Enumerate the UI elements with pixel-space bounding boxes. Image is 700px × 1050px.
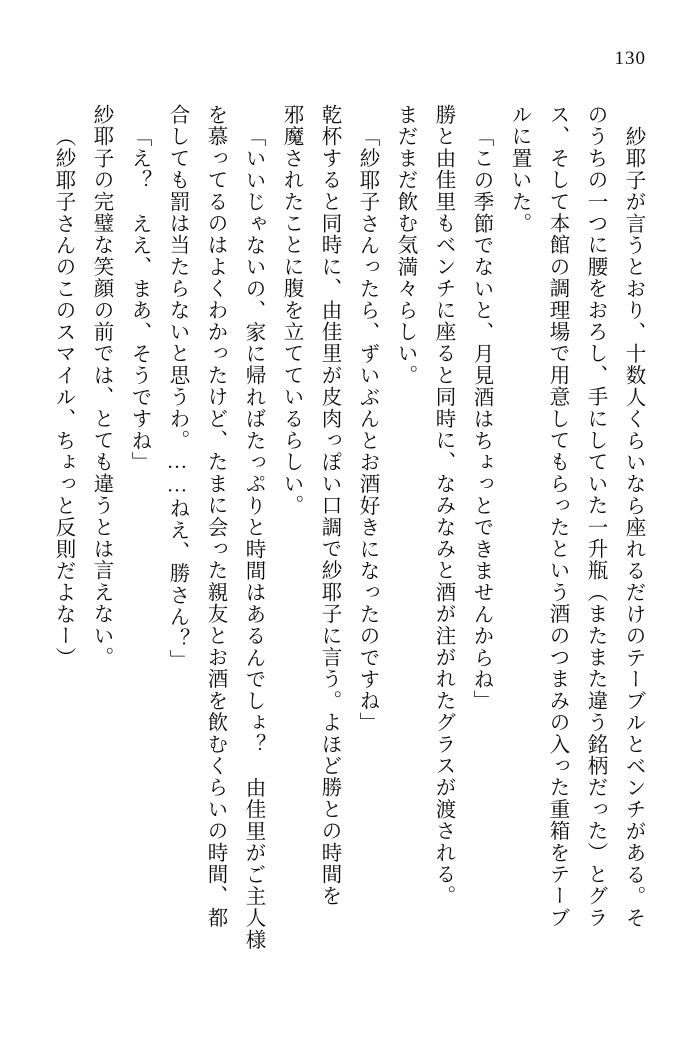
text-line: （紗耶子さんのこのスマイル、ちょっと反則だよなー） <box>52 126 74 669</box>
vertical-text-body <box>48 104 652 1020</box>
text-line: を慕ってるのはよくわかったけど、たまに会った親友とお酒を飲むくらいの時間、都 <box>204 104 226 929</box>
text-line: 乾杯すると同時に、由佳里が皮肉っぽい口調で紗耶子に言う。よほど勝との時間を <box>318 104 340 907</box>
text-line: 「紗耶子さんったら、ずいぶんとお酒好きになったのですね」 <box>356 126 378 734</box>
text-line: 「この季節でないと、月見酒はちょっとできませんからね」 <box>470 126 492 712</box>
text-line: ス、そして本館の調理場で用意してもらったという酒のつまみの入った重箱をテーブ <box>546 104 568 929</box>
text-line: 「いいじゃないの、家に帰ればたっぷりと時間はあるんでしょ？ 由佳里がご主人様 <box>242 126 264 951</box>
text-line: のうちの一つに腰をおろし、手にしていた一升瓶（またまた違う銘柄だった）とグラ <box>584 104 606 929</box>
text-line: まだまだ飲む気満々らしい。 <box>394 104 416 387</box>
text-line: 邪魔されたことに腹を立てているらしい。 <box>280 104 302 517</box>
page-number: 130 <box>614 48 646 69</box>
text-line: 合しても罰は当たらないと思うわ。……ねえ、勝さん？」 <box>166 104 188 672</box>
text-line: 紗耶子の完璧な笑顔の前では、とても違うとは言えない。 <box>90 104 112 669</box>
text-line: ルに置いた。 <box>508 104 530 235</box>
text-line: 「え？ ええ、まあ、そうですね」 <box>128 126 150 474</box>
text-line: 紗耶子が言うとおり、十数人くらいなら座れるだけのテーブルとベンチがある。そ <box>622 126 644 929</box>
text-line: 勝と由佳里もベンチに座ると同時に、なみなみと酒が注がれたグラスが渡される。 <box>432 104 454 907</box>
